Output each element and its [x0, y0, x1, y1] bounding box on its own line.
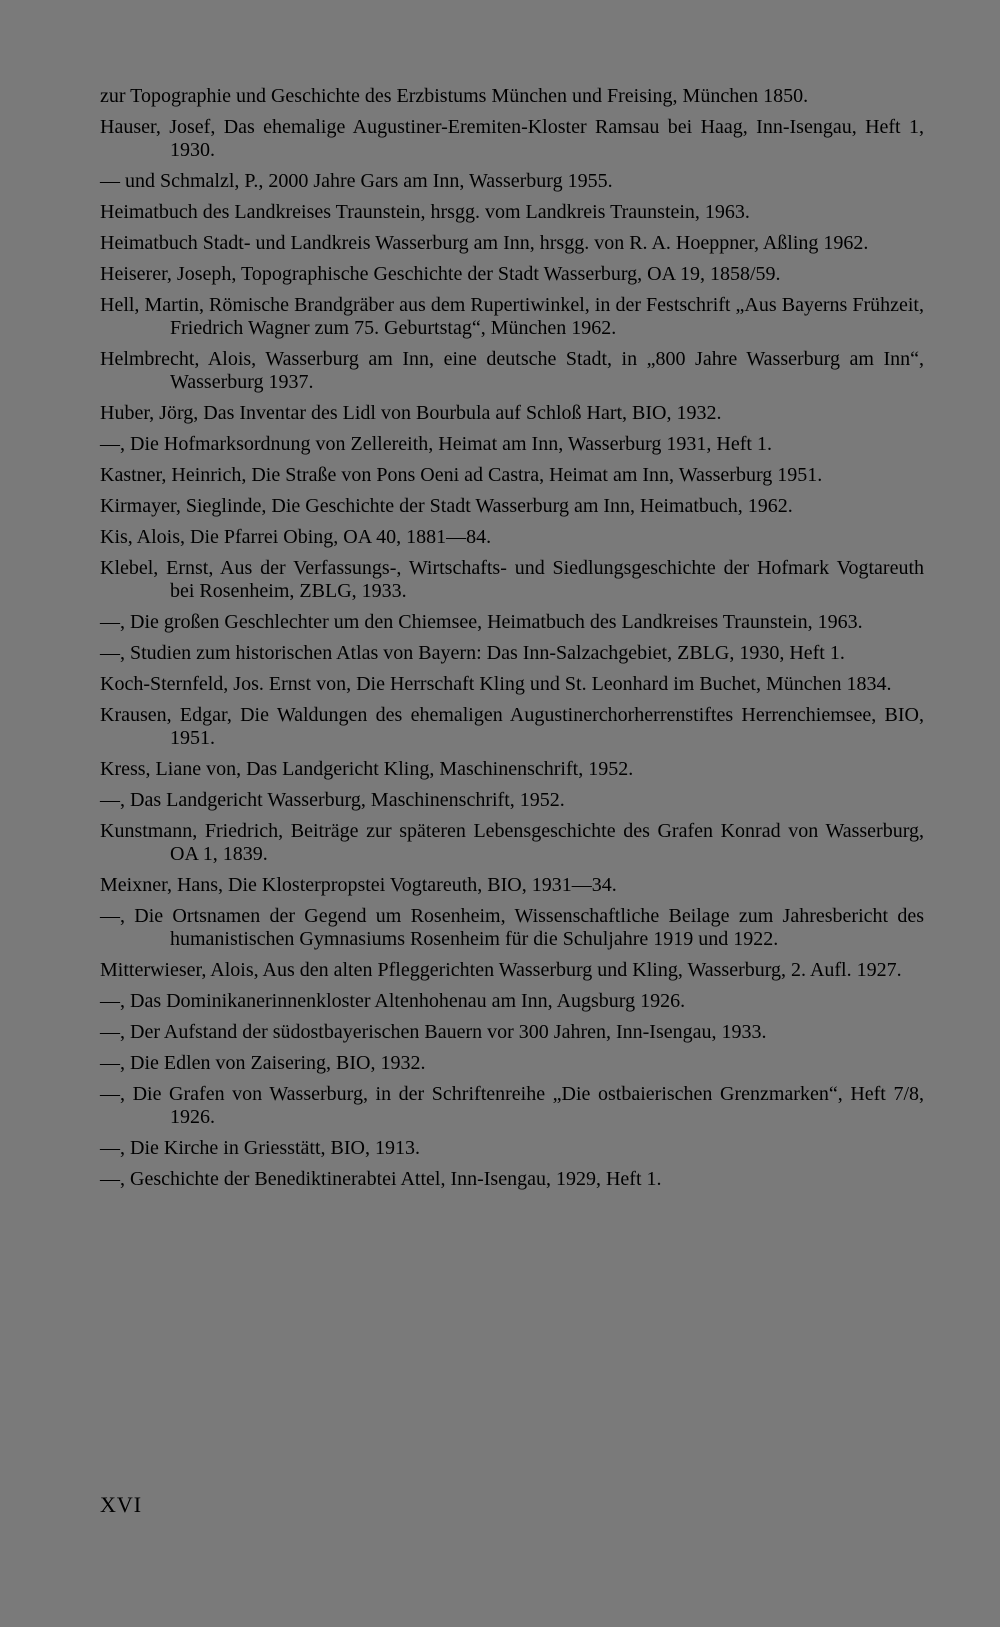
bibliography-entry: Kirmayer, Sieglinde, Die Geschichte der Stadt Wasserburg am Inn, Heimatbuch, 1962. [100, 495, 793, 517]
bibliography-entry: Kastner, Heinrich, Die Straße von Pons Oeni ad Castra, Heimat am Inn, Wasserburg 1951. [100, 464, 823, 486]
bibliography-entry: Heiserer, Joseph, Topographische Geschichte der Stadt Wasserburg, OA 19, 1858/59. [100, 263, 781, 285]
bibliography-entry: Krausen, Edgar, Die Waldungen des ehemaligen Augustinerchorherrenstiftes Herrenchiemsee, BIO, 1951. [100, 704, 924, 749]
bibliography-entry: zur Topographie und Geschichte des Erzbistums München und Freising, München 1850. [100, 85, 809, 107]
bibliography-entry: —, Die Edlen von Zaisering, BIO, 1932. [100, 1052, 426, 1074]
bibliography-entry: —, Studien zum historischen Atlas von Bayern: Das Inn-Salzachgebiet, ZBLG, 1930, Heft 1. [100, 642, 845, 664]
page-number: XVI [100, 1492, 143, 1517]
bibliography-list [100, 85, 924, 1199]
bibliography-entry: — und Schmalzl, P., 2000 Jahre Gars am Inn, Wasserburg 1955. [100, 170, 613, 192]
bibliography-entry: —, Die Hofmarksordnung von Zellereith, Heimat am Inn, Wasserburg 1931, Heft 1. [100, 433, 772, 455]
bibliography-entry: Kunstmann, Friedrich, Beiträge zur späteren Lebensgeschichte des Grafen Konrad von Wasserburg, OA 1, 1839. [100, 820, 924, 865]
bibliography-entry: —, Das Landgericht Wasserburg, Maschinenschrift, 1952. [100, 789, 565, 811]
bibliography-entry: Kis, Alois, Die Pfarrei Obing, OA 40, 1881—84. [100, 526, 492, 548]
bibliography-entry: Huber, Jörg, Das Inventar des Lidl von Bourbula auf Schloß Hart, BIO, 1932. [100, 402, 722, 424]
bibliography-entry: —, Die Ortsnamen der Gegend um Rosenheim, Wissenschaftliche Beilage zum Jahresbericht des humanistischen Gymnasiums Rosenheim für die Schuljahre 1919 und 1922. [100, 905, 924, 950]
bibliography-entry: Meixner, Hans, Die Klosterpropstei Vogtareuth, BIO, 1931—34. [100, 874, 617, 896]
bibliography-entry: Heimatbuch Stadt- und Landkreis Wasserburg am Inn, hrsgg. von R. A. Hoeppner, Aßling 1962. [100, 232, 869, 254]
bibliography-entry: Heimatbuch des Landkreises Traunstein, hrsgg. vom Landkreis Traunstein, 1963. [100, 201, 750, 223]
bibliography-entry: —, Das Dominikanerinnenkloster Altenhohenau am Inn, Augsburg 1926. [100, 990, 686, 1012]
bibliography-entry: Kress, Liane von, Das Landgericht Kling, Maschinenschrift, 1952. [100, 758, 634, 780]
bibliography-entry: Mitterwieser, Alois, Aus den alten Pfleggerichten Wasserburg und Kling, Wasserburg, 2. Aufl. 1927. [100, 959, 902, 981]
bibliography-entry: Klebel, Ernst, Aus der Verfassungs-, Wirtschafts- und Siedlungsgeschichte der Hofmark Vogtareuth bei Rosenheim, ZBLG, 1933. [100, 557, 924, 602]
bibliography-entry: Koch-Sternfeld, Jos. Ernst von, Die Herrschaft Kling und St. Leonhard im Buchet, München 1834. [100, 673, 892, 695]
bibliography-entry: —, Die Kirche in Griesstätt, BIO, 1913. [100, 1137, 420, 1159]
bibliography-entry: —, Geschichte der Benediktinerabtei Attel, Inn-Isengau, 1929, Heft 1. [100, 1168, 662, 1190]
bibliography-entry: Hell, Martin, Römische Brandgräber aus dem Rupertiwinkel, in der Festschrift „Aus Bayerns Frühzeit, Friedrich Wagner zum 75. Geburtstag“, München 1962. [100, 294, 924, 339]
bibliography-entry: —, Der Aufstand der südostbayerischen Bauern vor 300 Jahren, Inn-Isengau, 1933. [100, 1021, 767, 1043]
bibliography-entry: Hauser, Josef, Das ehemalige Augustiner-Eremiten-Kloster Ramsau bei Haag, Inn-Isengau, Heft 1, 1930. [100, 116, 924, 161]
bibliography-entry: —, Die großen Geschlechter um den Chiemsee, Heimatbuch des Landkreises Traunstein, 1963. [100, 611, 863, 633]
bibliography-entry: —, Die Grafen von Wasserburg, in der Schriftenreihe „Die ostbaierischen Grenzmarken“, Heft 7/8, 1926. [100, 1083, 924, 1128]
bibliography-entry: Helmbrecht, Alois, Wasserburg am Inn, eine deutsche Stadt, in „800 Jahre Wasserburg am Inn“, Wasserburg 1937. [100, 348, 924, 393]
